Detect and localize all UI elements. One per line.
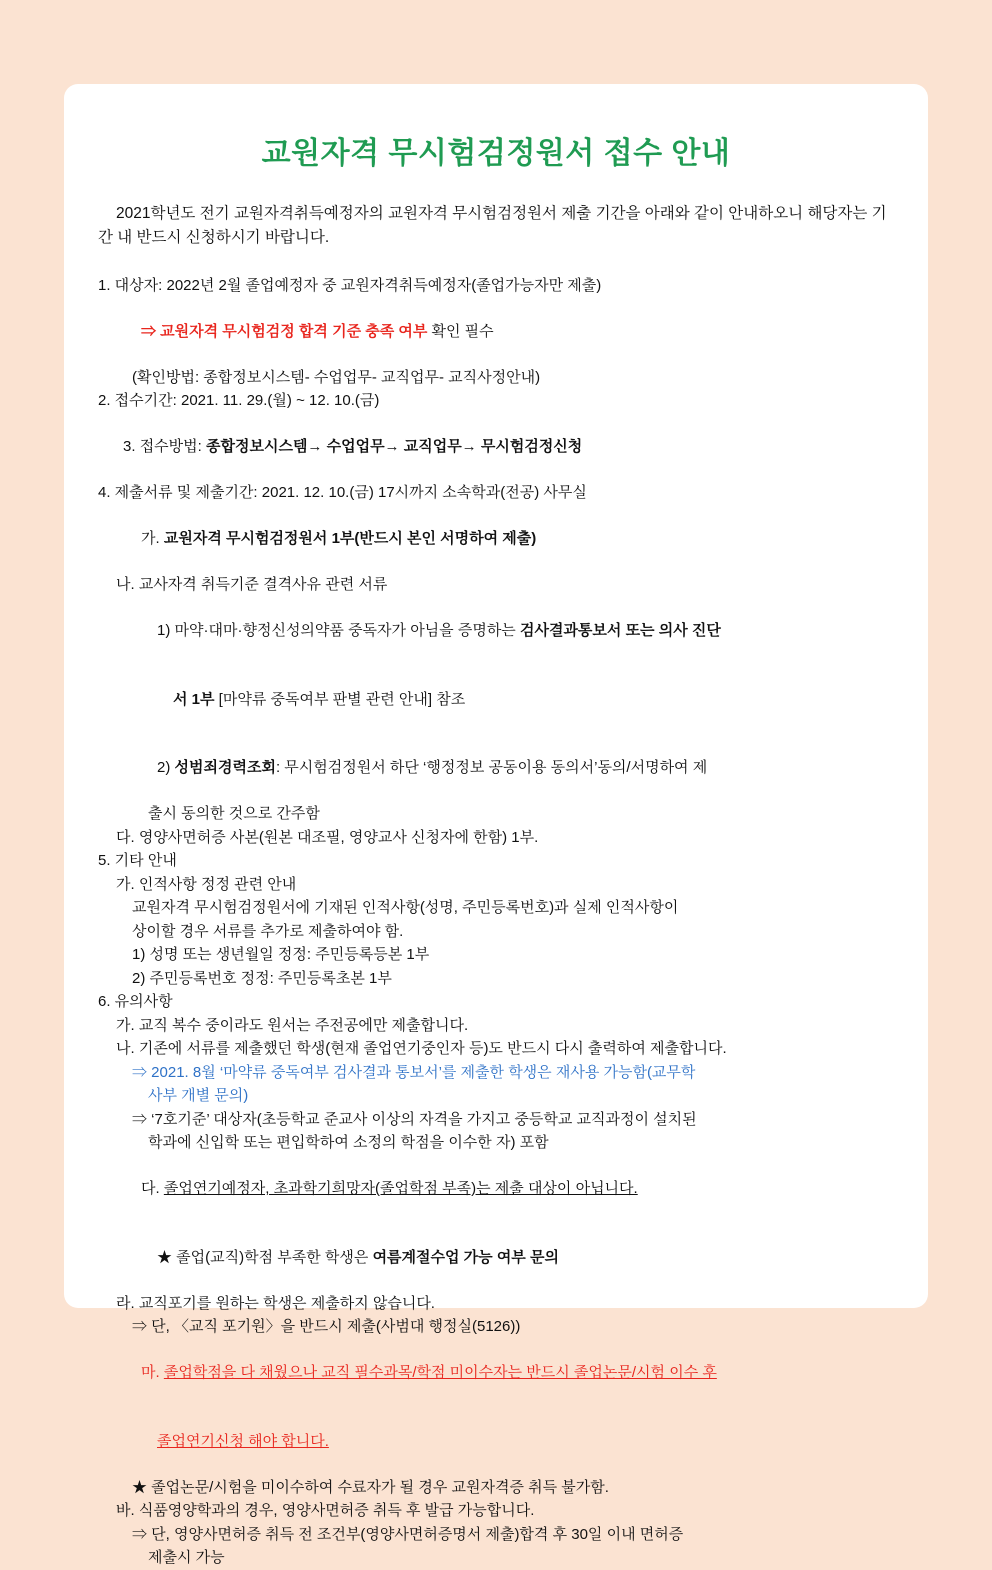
list-item-bold: 여름계절수업 가능 여부 문의 bbox=[372, 1248, 559, 1266]
list-item-bold: 종합정보시스템→ 수업업무→ 교직업무→ 무시험검정신청 bbox=[206, 438, 583, 456]
list-item: (확인방법: 종합정보시스템- 수업업무- 교직업무- 교직사정안내) bbox=[132, 368, 541, 386]
list-item: 학과에 신입학 또는 편입학하여 소정의 학점을 이수한 자) 포함 bbox=[148, 1134, 549, 1152]
list-item-lead: ★ 졸업(교직)학점 부족한 학생은 bbox=[157, 1248, 373, 1266]
list-item-lead: 마. bbox=[141, 1364, 164, 1382]
list-item-tail: : 무시험검정원서 하단 ‘행정정보 공동이용 동의서’동의/서명하여 제 bbox=[275, 759, 708, 777]
list-item: 라. 교직포기를 원하는 학생은 제출하지 않습니다. bbox=[116, 1294, 435, 1312]
list-item: ⇒ ‘7호기준’ 대상자(초등학교 준교사 이상의 자격을 가지고 중등학교 교직과정이 설치된 bbox=[132, 1110, 697, 1128]
list-item: 2) 주민등록번호 정정: 주민등록초본 1부 bbox=[132, 969, 392, 987]
list-item-lead: 3. 접수방법: bbox=[123, 438, 206, 456]
list-item: 상이할 경우 서류를 추가로 제출하여야 함. bbox=[132, 922, 404, 940]
list-item: 출시 동의한 것으로 간주함 bbox=[148, 805, 320, 823]
list-item: 나. 교사자격 취득기준 결격사유 관련 서류 bbox=[116, 576, 388, 594]
list-item-bold: 서 1부 bbox=[173, 690, 215, 708]
list-item: ★ 졸업논문/시험을 미이수하여 수료자가 될 경우 교원자격증 취득 불가함. bbox=[132, 1478, 609, 1496]
list-item-bold: 성범죄경력조회 bbox=[174, 759, 276, 777]
list-item: 교원자격 무시험검정원서에 기재된 인적사항(성명, 주민등록번호)과 실제 인적사항이 bbox=[132, 899, 679, 917]
list-item bbox=[98, 734, 894, 803]
list-item bbox=[98, 413, 894, 482]
highlight-red-text: ⇒ 교원자격 무시험검정 합격 기준 충족 여부 bbox=[141, 322, 428, 340]
page-title: 교원자격 무시험검정원서 접수 안내 bbox=[261, 137, 731, 170]
list-item-lead: 다. bbox=[141, 1180, 164, 1198]
list-item: 가. 인적사항 정정 관련 안내 bbox=[116, 875, 297, 893]
list-item: 2. 접수기간: 2021. 11. 29.(월) ~ 12. 10.(금) bbox=[98, 392, 380, 410]
list-item-bold: 검사결과통보서 또는 의사 진단 bbox=[519, 622, 721, 640]
list-item-bold: 교원자격 무시험검정원서 1부(반드시 본인 서명하여 제출) bbox=[163, 530, 537, 548]
list-item: ⇒ 2021. 8월 ‘마약류 중독여부 검사결과 통보서’를 제출한 학생은 재사용 가능함(교무학 bbox=[132, 1063, 696, 1081]
list-item bbox=[98, 1224, 894, 1293]
list-item-underline: 졸업연기예정자, 초과학기희망자(졸업학점 부족)는 제출 대상이 아닙니다. bbox=[163, 1180, 638, 1198]
list-item: 사부 개별 문의) bbox=[148, 1087, 249, 1105]
list-item-tail: [마약류 중독여부 판별 관련 안내] 참조 bbox=[214, 690, 466, 708]
list-item-lead: 가. bbox=[141, 530, 164, 548]
list-item: ⇒ 단, 영양사면허증 취득 전 조건부(영양사면허증명서 제출)합격 후 30일 이내 면허증 bbox=[132, 1525, 684, 1543]
list-item bbox=[98, 1339, 894, 1408]
list-item: 5. 기타 안내 bbox=[98, 852, 177, 870]
list-item: 다. 영양사면허증 사본(원본 대조필, 영양교사 신청자에 한함) 1부. bbox=[116, 828, 539, 846]
list-item: 가. 교직 복수 중이라도 원서는 주전공에만 제출합니다. bbox=[116, 1016, 469, 1034]
list-item: 제출시 가능 bbox=[148, 1549, 225, 1567]
list-item: 6. 유의사항 bbox=[98, 993, 173, 1011]
highlight-red-underline: 졸업연기신청 해야 합니다. bbox=[157, 1432, 329, 1450]
list-item bbox=[98, 666, 894, 735]
document-page bbox=[64, 84, 928, 1567]
document-body bbox=[98, 274, 894, 1570]
list-item: 나. 기존에 서류를 제출했던 학생(현재 졸업연기중인자 등)도 반드시 다시 출력하여 제출합니다. bbox=[116, 1040, 727, 1058]
intro-paragraph: 2021학년도 전기 교원자격취득예정자의 교원자격 무시험검정원서 제출 기간을 아래와 같이 안내하오니 해당자는 기간 내 반드시 신청하시기 바랍니다. bbox=[98, 205, 887, 247]
list-item bbox=[98, 298, 894, 367]
list-item bbox=[98, 505, 894, 574]
list-item-lead: 1) 마약·대마·향정신성의약품 중독자가 아님을 증명하는 bbox=[157, 622, 520, 640]
list-item bbox=[98, 1408, 894, 1477]
list-item bbox=[98, 1155, 894, 1224]
list-item-lead: 2) bbox=[157, 759, 175, 777]
list-item-tail: 확인 필수 bbox=[427, 322, 494, 340]
list-item bbox=[98, 597, 894, 666]
list-item: 1) 성명 또는 생년월일 정정: 주민등록등본 1부 bbox=[132, 946, 430, 964]
list-item: 1. 대상자: 2022년 2월 졸업예정자 중 교원자격취득예정자(졸업가능자만 제출) bbox=[98, 276, 602, 294]
list-item: 4. 제출서류 및 제출기간: 2021. 12. 10.(금) 17시까지 소속학과(전공) 사무실 bbox=[98, 484, 587, 502]
list-item: ⇒ 단, 〈교직 포기원〉을 반드시 제출(사범대 행정실(5126)) bbox=[132, 1318, 521, 1336]
list-item: 바. 식품영양학과의 경우, 영양사면허증 취득 후 발급 가능합니다. bbox=[116, 1502, 535, 1520]
highlight-red-underline: 졸업학점을 다 채웠으나 교직 필수과목/학점 미이수자는 반드시 졸업논문/시험 이수 후 bbox=[163, 1364, 717, 1382]
